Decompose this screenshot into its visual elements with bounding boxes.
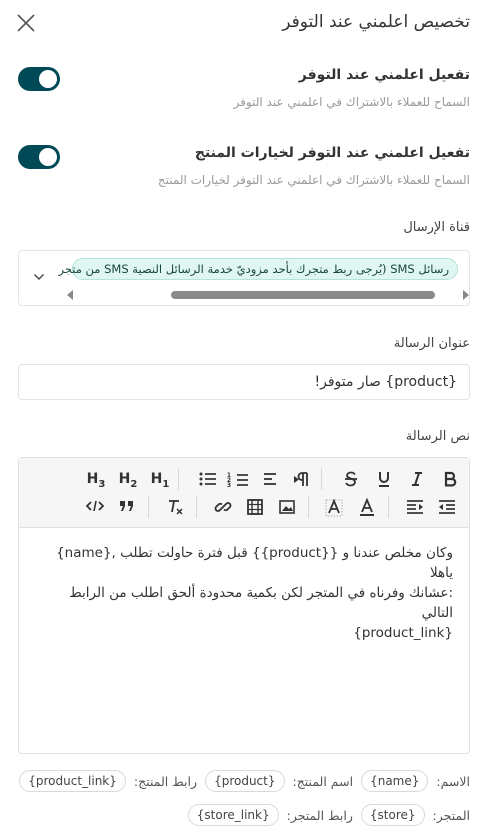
scroll-right-arrow[interactable] [463, 290, 469, 300]
heading-1-icon: H [150, 471, 163, 487]
switch-knob [39, 148, 57, 166]
variable-label: اسم المنتج: [292, 773, 354, 789]
image-icon [279, 499, 295, 515]
code-icon [86, 499, 104, 513]
text-color-icon [359, 499, 375, 517]
indent-button[interactable] [404, 497, 426, 517]
highlight-color-button[interactable] [323, 497, 345, 517]
heading-3-button[interactable]: $H_3$ [86, 471, 106, 490]
variable-chip-name[interactable]: {name} [361, 770, 428, 792]
code-button[interactable] [84, 497, 106, 517]
clear-format-button[interactable] [164, 497, 186, 517]
variable-label: رابط المتجر: [286, 807, 353, 823]
notify-toggle-switch[interactable] [18, 67, 60, 91]
indent-icon [406, 499, 424, 515]
strikethrough-icon [344, 471, 358, 487]
bold-button[interactable] [439, 469, 461, 489]
align-button[interactable] [259, 469, 281, 489]
bold-icon [443, 471, 457, 487]
ordered-list-icon [226, 471, 249, 489]
outdent-icon [438, 499, 456, 515]
toggle-description: السماح للعملاء بالاشتراك في اعلمني عند التوفر لخيارات المنتج [157, 173, 470, 187]
chevron-down-icon[interactable] [33, 271, 45, 283]
toggle-row-options [18, 145, 470, 197]
underline-icon [377, 471, 391, 487]
variable-chip-store-link[interactable]: {store_link} [188, 804, 279, 826]
toolbar-separator [178, 468, 179, 490]
subject-label: عنوان الرسالة [393, 336, 470, 351]
toolbar-separator [308, 496, 309, 518]
toggle-row-notify [18, 67, 470, 119]
variable-chip-product-link[interactable]: {product_link} [19, 770, 126, 792]
link-icon [215, 499, 231, 515]
options-toggle-switch[interactable] [18, 145, 60, 169]
video-button[interactable] [244, 497, 266, 517]
toolbar-separator [388, 496, 389, 518]
italic-button[interactable] [406, 469, 428, 489]
variable-chip-store[interactable]: {store} [361, 804, 425, 826]
variable-chip-product[interactable]: {product} [205, 770, 284, 792]
editor-toolbar [19, 458, 469, 528]
scroll-left-arrow[interactable] [67, 290, 73, 300]
editor-line: {product_link} [353, 625, 453, 641]
blockquote-button[interactable] [116, 497, 138, 517]
toggle-title: تفعيل اعلمني عند التوفر لخيارات المنتج [194, 145, 470, 161]
toolbar-separator [196, 496, 197, 518]
variable-label: رابط المنتج: [133, 773, 198, 789]
clear-format-icon [167, 499, 183, 515]
variables-row [180, 804, 470, 826]
editor-line: :عشانك وفرناه في المتجر لكن بكمية محدودة ألحق اطلب من الرابط التالي [69, 585, 453, 621]
highlight-icon [325, 499, 343, 517]
quote-icon [119, 499, 135, 513]
channel-selected-tag[interactable]: رسائل SMS (يُرجى ربط متجرك بأحد مزوديّ خدمة الرسائل النصية SMS من متجر [72, 258, 458, 280]
variables-row [11, 770, 470, 792]
strikethrough-button[interactable] [340, 469, 362, 489]
variable-label: المتجر: [432, 807, 470, 823]
heading-1-button[interactable]: $H_1$ [150, 471, 170, 490]
heading-2-icon: H [118, 471, 131, 487]
bullet-list-icon [199, 471, 217, 487]
channel-select[interactable] [18, 250, 470, 306]
svg-text:2: 2 [226, 477, 231, 484]
toolbar-separator [321, 468, 322, 490]
heading-2-button[interactable]: $H_2$ [118, 471, 138, 490]
subject-input[interactable]: {product} صار متوفر! [18, 364, 470, 400]
text-color-button[interactable] [356, 497, 378, 517]
toggle-description: السماح للعملاء بالاشتراك في اعلمني عند التوفر [233, 95, 470, 109]
ordered-list-button[interactable] [226, 469, 251, 489]
image-button[interactable] [276, 497, 298, 517]
modal-header [0, 0, 488, 48]
svg-text:3: 3 [226, 482, 231, 489]
page-title: تخصيص اعلمني عند التوفر [282, 12, 470, 32]
switch-knob [39, 70, 57, 88]
editor-line: وكان مخلص عندنا و {{product}} قبل فترة حاولت تطلب ,{name} ياهلا [56, 545, 453, 581]
channel-scrollbar[interactable] [67, 289, 469, 301]
outdent-button[interactable] [436, 497, 458, 517]
toolbar-separator [148, 496, 149, 518]
align-icon [262, 471, 278, 487]
pilcrow-icon [293, 471, 311, 487]
italic-icon [410, 471, 424, 487]
editor-content[interactable] [19, 529, 469, 753]
svg-text:1: 1 [226, 472, 231, 479]
bullet-list-button[interactable] [197, 469, 219, 489]
underline-button[interactable] [373, 469, 395, 489]
body-label: نص الرسالة [405, 429, 470, 444]
film-icon [247, 499, 263, 515]
close-icon[interactable] [15, 12, 37, 34]
link-button[interactable] [212, 497, 234, 517]
heading-3-icon: H [86, 471, 99, 487]
variable-label: الاسم: [436, 773, 470, 789]
toggle-title: تفعيل اعلمني عند التوفر [298, 67, 470, 83]
paragraph-direction-button[interactable] [291, 469, 313, 489]
channel-label: قناة الإرسال [403, 220, 470, 235]
message-editor [18, 457, 470, 754]
scroll-thumb[interactable] [171, 291, 435, 299]
